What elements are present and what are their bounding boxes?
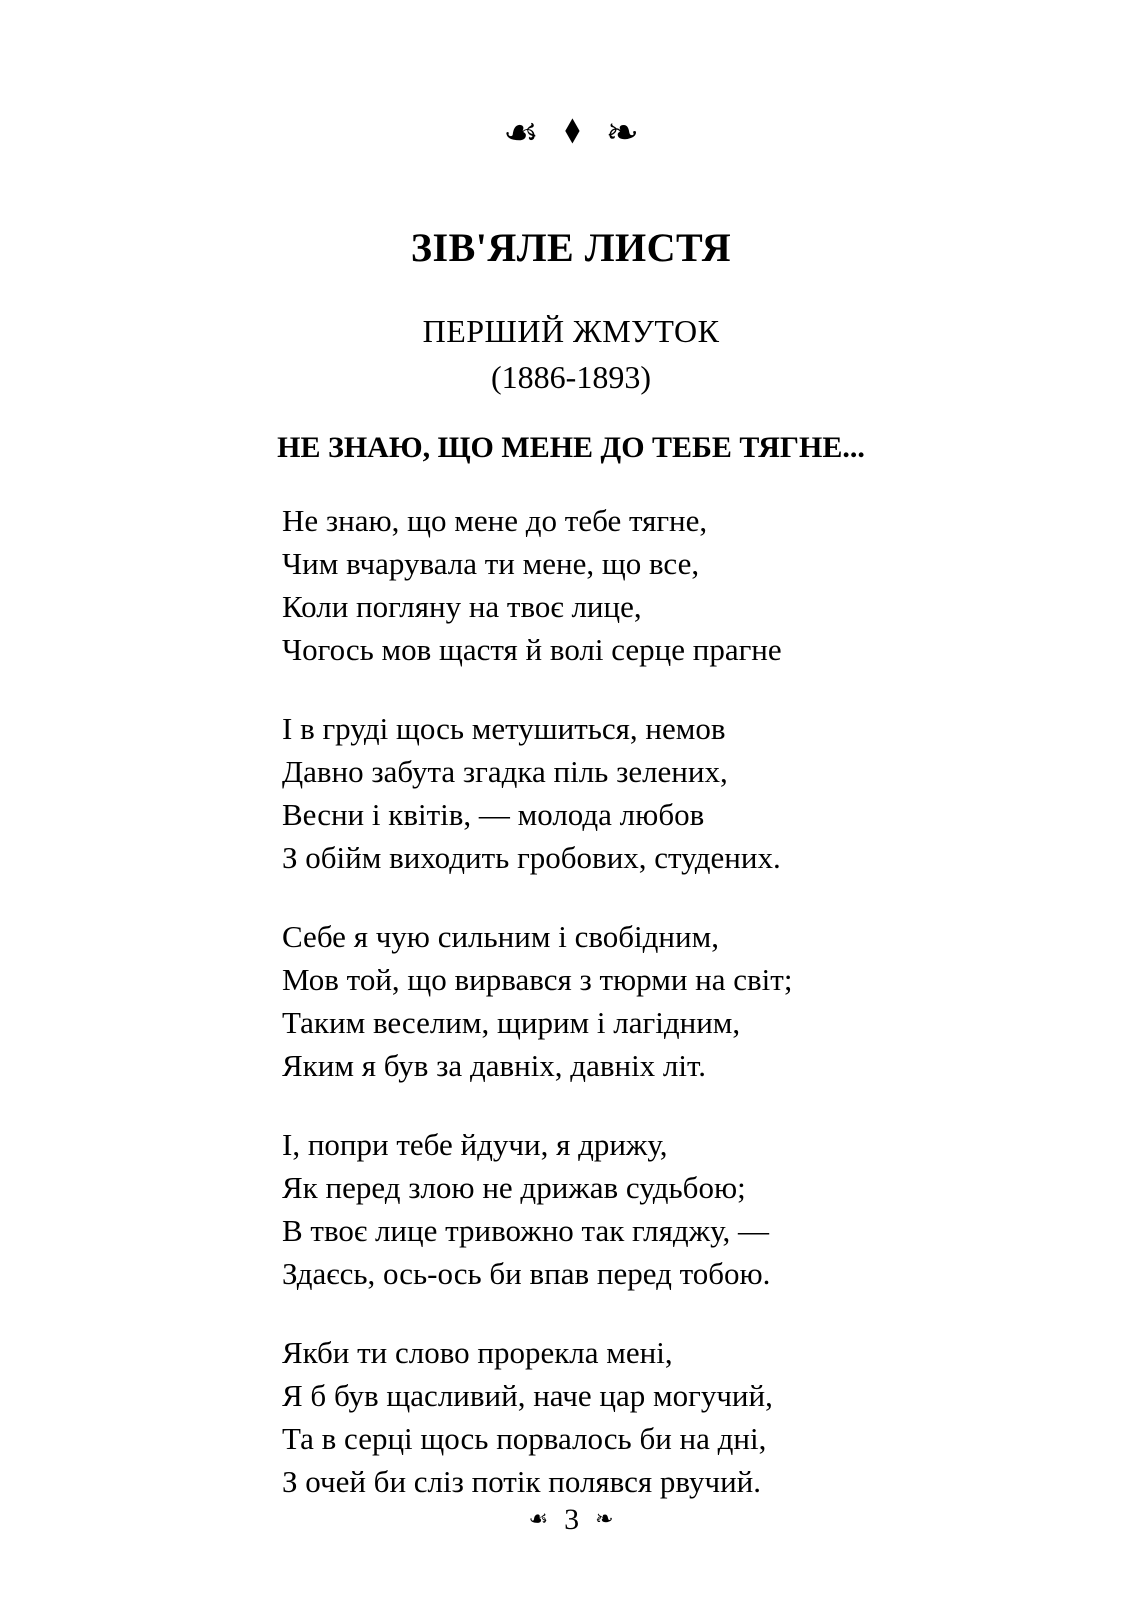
poem-line: Якби ти слово прорекла мені,	[282, 1335, 673, 1370]
page-header	[0, 109, 1142, 466]
stanza	[282, 499, 1142, 671]
page-number: 3	[564, 1503, 580, 1537]
book-title: ЗІВ'ЯЛЕ ЛИСТЯ	[410, 225, 732, 270]
poem-title: НЕ ЗНАЮ, ЩО МЕНЕ ДО ТЕБЕ ТЯГНЕ...	[277, 431, 865, 464]
poem-line: Себе я чую сильним і свобідним,	[282, 919, 719, 954]
poem-line: Здаєсь, ось-ось би впав перед тобою.	[282, 1256, 771, 1291]
poem-line: Чим вчарувала ти мене, що все,	[282, 546, 700, 581]
stanza	[282, 707, 1142, 879]
poem-body	[282, 499, 1142, 1503]
poem-line: З очей би сліз потік полявся рвучий.	[282, 1464, 762, 1499]
date-range: (1886-1893)	[491, 359, 651, 395]
stanza	[282, 1123, 1142, 1295]
stanza	[282, 915, 1142, 1087]
poem-line: В твоє лице тривожно так гляджу, —	[282, 1213, 769, 1248]
poem-line: Давно забута згадка піль зелених,	[282, 754, 728, 789]
fleuron-right-icon: ❧	[605, 109, 640, 156]
diamond-icon: ♦	[560, 111, 584, 153]
poem-line: І в груді щось метушиться, немов	[282, 711, 726, 746]
stanza	[282, 1331, 1142, 1503]
poem-line: Я б був щасливий, наче цар могучий,	[282, 1378, 773, 1413]
poem-line: Коли погляну на твоє лице,	[282, 589, 642, 624]
poem-line: Весни і квітів, — молода любов	[282, 797, 705, 832]
header-ornament	[0, 109, 1142, 156]
page-footer	[0, 1503, 1142, 1537]
cycle-title: ПЕРШИЙ ЖМУТОК	[422, 313, 720, 349]
poem-line: Таким веселим, щирим і лагідним,	[282, 1005, 741, 1040]
poem-line: З обійм виходить гробових, студених.	[282, 840, 781, 875]
footer-fleuron-right-icon: ❧	[595, 1507, 614, 1533]
poem-line: Чогось мов щастя й волі серце прагне	[282, 632, 782, 667]
footer-fleuron-left-icon: ☙	[528, 1507, 549, 1533]
poem-line: І, попри тебе йдучи, я дрижу,	[282, 1127, 668, 1162]
poem-line: Не знаю, що мене до тебе тягне,	[282, 503, 708, 538]
poem-line: Як перед злою не дрижав судьбою;	[282, 1170, 746, 1205]
poem-line: Мов той, що вирвався з тюрми на світ;	[282, 962, 793, 997]
poem-line: Та в серці щось порвалось би на дні,	[282, 1421, 767, 1456]
fleuron-left-icon: ☙	[502, 109, 539, 156]
poem-line: Яким я був за давніх, давніх літ.	[282, 1048, 706, 1083]
